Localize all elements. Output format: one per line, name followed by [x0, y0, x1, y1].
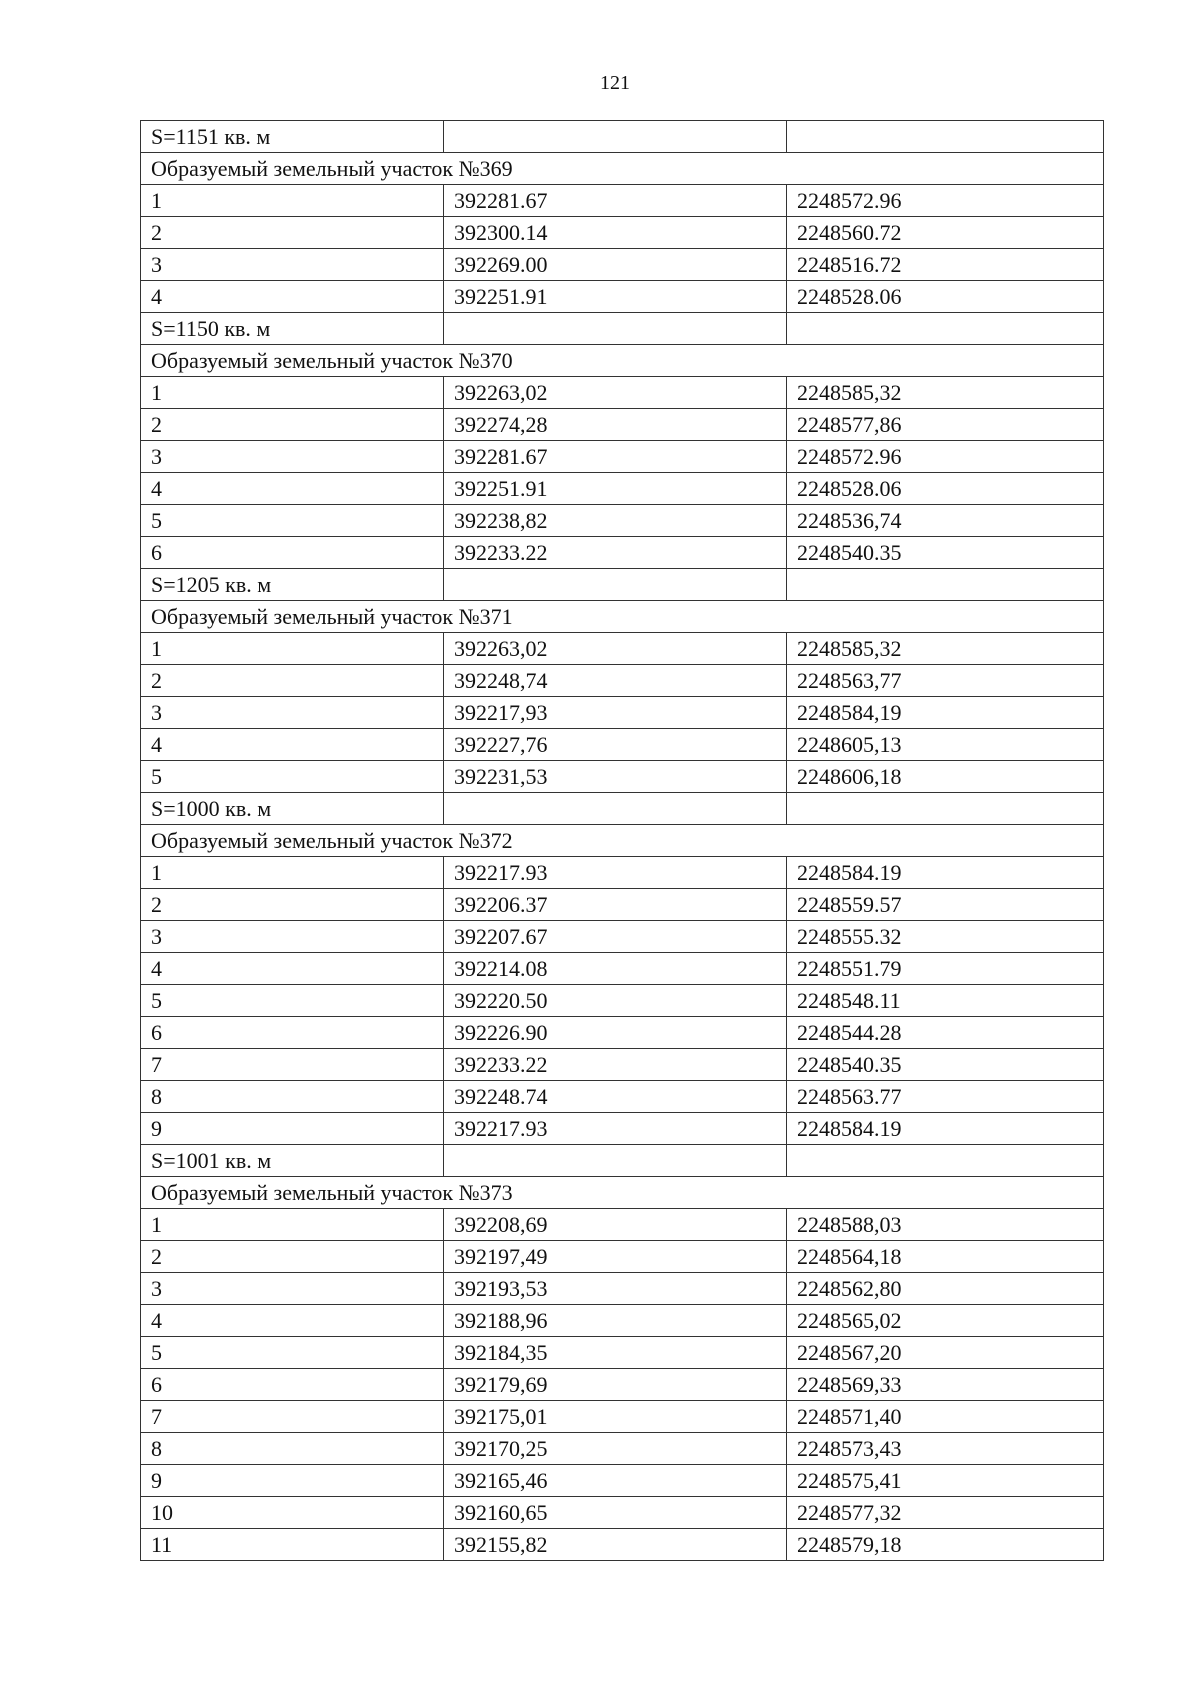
point-number: 1 — [141, 633, 444, 665]
point-row — [141, 921, 1104, 953]
x-coordinate: 392170,25 — [444, 1433, 787, 1465]
point-number: 1 — [141, 377, 444, 409]
point-number: 9 — [141, 1113, 444, 1145]
point-number: 8 — [141, 1433, 444, 1465]
y-coordinate: 2248565,02 — [787, 1305, 1104, 1337]
y-coordinate: 2248572.96 — [787, 185, 1104, 217]
point-row — [141, 953, 1104, 985]
point-number: 6 — [141, 1369, 444, 1401]
x-coordinate: 392208,69 — [444, 1209, 787, 1241]
x-coordinate: 392184,35 — [444, 1337, 787, 1369]
x-coordinate: 392248.74 — [444, 1081, 787, 1113]
point-number: 1 — [141, 185, 444, 217]
point-row — [141, 1433, 1104, 1465]
parcel-title: Образуемый земельный участок №369 — [141, 153, 1104, 185]
x-coordinate: 392207.67 — [444, 921, 787, 953]
x-coordinate: 392231,53 — [444, 761, 787, 793]
point-number: 3 — [141, 441, 444, 473]
point-row — [141, 441, 1104, 473]
point-row — [141, 729, 1104, 761]
y-coordinate: 2248555.32 — [787, 921, 1104, 953]
x-coordinate: 392165,46 — [444, 1465, 787, 1497]
point-number: 1 — [141, 857, 444, 889]
y-coordinate: 2248577,86 — [787, 409, 1104, 441]
point-number: 7 — [141, 1401, 444, 1433]
area-row — [141, 793, 1104, 825]
parcel-header-row — [141, 825, 1104, 857]
x-coordinate: 392248,74 — [444, 665, 787, 697]
x-coordinate: 392217.93 — [444, 857, 787, 889]
point-row — [141, 1241, 1104, 1273]
y-coordinate: 2248567,20 — [787, 1337, 1104, 1369]
point-row — [141, 1465, 1104, 1497]
point-row — [141, 1305, 1104, 1337]
x-coordinate: 392263,02 — [444, 377, 787, 409]
point-row — [141, 537, 1104, 569]
x-coordinate: 392269.00 — [444, 249, 787, 281]
y-coordinate: 2248563,77 — [787, 665, 1104, 697]
area-value: S=1001 кв. м — [141, 1145, 444, 1177]
y-coordinate: 2248573,43 — [787, 1433, 1104, 1465]
x-coordinate: 392179,69 — [444, 1369, 787, 1401]
y-coordinate: 2248584.19 — [787, 857, 1104, 889]
point-number: 6 — [141, 1017, 444, 1049]
parcel-title: Образуемый земельный участок №372 — [141, 825, 1104, 857]
x-coordinate: 392217.93 — [444, 1113, 787, 1145]
y-coordinate: 2248559.57 — [787, 889, 1104, 921]
parcel-header-row — [141, 153, 1104, 185]
x-coordinate: 392238,82 — [444, 505, 787, 537]
x-coordinate: 392281.67 — [444, 441, 787, 473]
y-coordinate: 2248536,74 — [787, 505, 1104, 537]
point-number: 5 — [141, 1337, 444, 1369]
x-coordinate: 392233.22 — [444, 537, 787, 569]
point-number: 3 — [141, 921, 444, 953]
point-row — [141, 217, 1104, 249]
point-row — [141, 1529, 1104, 1561]
point-number: 2 — [141, 409, 444, 441]
point-row — [141, 473, 1104, 505]
area-value: S=1000 кв. м — [141, 793, 444, 825]
x-coordinate: 392251.91 — [444, 473, 787, 505]
point-row — [141, 1113, 1104, 1145]
x-coordinate: 392155,82 — [444, 1529, 787, 1561]
y-coordinate: 2248560.72 — [787, 217, 1104, 249]
x-coordinate: 392227,76 — [444, 729, 787, 761]
point-row — [141, 505, 1104, 537]
empty-cell — [444, 1145, 787, 1177]
y-coordinate: 2248548.11 — [787, 985, 1104, 1017]
area-value: S=1150 кв. м — [141, 313, 444, 345]
point-number: 4 — [141, 953, 444, 985]
point-number: 4 — [141, 473, 444, 505]
x-coordinate: 392263,02 — [444, 633, 787, 665]
parcel-title: Образуемый земельный участок №371 — [141, 601, 1104, 633]
y-coordinate: 2248571,40 — [787, 1401, 1104, 1433]
point-row — [141, 1337, 1104, 1369]
x-coordinate: 392226.90 — [444, 1017, 787, 1049]
y-coordinate: 2248551.79 — [787, 953, 1104, 985]
point-row — [141, 697, 1104, 729]
y-coordinate: 2248585,32 — [787, 377, 1104, 409]
y-coordinate: 2248585,32 — [787, 633, 1104, 665]
point-row — [141, 889, 1104, 921]
point-row — [141, 857, 1104, 889]
y-coordinate: 2248563.77 — [787, 1081, 1104, 1113]
point-row — [141, 409, 1104, 441]
point-row — [141, 281, 1104, 313]
y-coordinate: 2248605,13 — [787, 729, 1104, 761]
point-row — [141, 761, 1104, 793]
y-coordinate: 2248575,41 — [787, 1465, 1104, 1497]
point-number: 4 — [141, 729, 444, 761]
empty-cell — [787, 121, 1104, 153]
y-coordinate: 2248588,03 — [787, 1209, 1104, 1241]
point-number: 2 — [141, 1241, 444, 1273]
x-coordinate: 392160,65 — [444, 1497, 787, 1529]
page-number: 121 — [600, 72, 630, 94]
point-number: 8 — [141, 1081, 444, 1113]
x-coordinate: 392220.50 — [444, 985, 787, 1017]
point-row — [141, 1209, 1104, 1241]
x-coordinate: 392274,28 — [444, 409, 787, 441]
point-number: 2 — [141, 889, 444, 921]
point-row — [141, 377, 1104, 409]
y-coordinate: 2248528.06 — [787, 281, 1104, 313]
point-number: 6 — [141, 537, 444, 569]
point-number: 5 — [141, 985, 444, 1017]
coordinates-table — [140, 120, 1104, 1561]
y-coordinate: 2248516.72 — [787, 249, 1104, 281]
point-number: 3 — [141, 697, 444, 729]
point-row — [141, 1049, 1104, 1081]
point-row — [141, 1273, 1104, 1305]
area-value: S=1151 кв. м — [141, 121, 444, 153]
point-row — [141, 1369, 1104, 1401]
y-coordinate: 2248540.35 — [787, 537, 1104, 569]
point-number: 7 — [141, 1049, 444, 1081]
point-number: 5 — [141, 761, 444, 793]
y-coordinate: 2248562,80 — [787, 1273, 1104, 1305]
point-number: 1 — [141, 1209, 444, 1241]
y-coordinate: 2248584.19 — [787, 1113, 1104, 1145]
point-number: 3 — [141, 249, 444, 281]
x-coordinate: 392214.08 — [444, 953, 787, 985]
y-coordinate: 2248540.35 — [787, 1049, 1104, 1081]
area-row — [141, 1145, 1104, 1177]
empty-cell — [444, 793, 787, 825]
area-row — [141, 121, 1104, 153]
empty-cell — [444, 121, 787, 153]
point-row — [141, 633, 1104, 665]
x-coordinate: 392281.67 — [444, 185, 787, 217]
empty-cell — [787, 793, 1104, 825]
empty-cell — [787, 1145, 1104, 1177]
x-coordinate: 392197,49 — [444, 1241, 787, 1273]
point-number: 10 — [141, 1497, 444, 1529]
x-coordinate: 392217,93 — [444, 697, 787, 729]
point-number: 2 — [141, 665, 444, 697]
point-row — [141, 249, 1104, 281]
y-coordinate: 2248606,18 — [787, 761, 1104, 793]
y-coordinate: 2248579,18 — [787, 1529, 1104, 1561]
parcel-title: Образуемый земельный участок №373 — [141, 1177, 1104, 1209]
point-number: 9 — [141, 1465, 444, 1497]
point-number: 3 — [141, 1273, 444, 1305]
point-number: 4 — [141, 1305, 444, 1337]
coordinates-table-body — [141, 121, 1104, 1561]
point-row — [141, 1017, 1104, 1049]
point-number: 11 — [141, 1529, 444, 1561]
empty-cell — [787, 569, 1104, 601]
empty-cell — [444, 569, 787, 601]
area-row — [141, 569, 1104, 601]
point-row — [141, 1497, 1104, 1529]
area-value: S=1205 кв. м — [141, 569, 444, 601]
x-coordinate: 392300.14 — [444, 217, 787, 249]
empty-cell — [444, 313, 787, 345]
y-coordinate: 2248584,19 — [787, 697, 1104, 729]
y-coordinate: 2248564,18 — [787, 1241, 1104, 1273]
point-row — [141, 665, 1104, 697]
x-coordinate: 392251.91 — [444, 281, 787, 313]
x-coordinate: 392175,01 — [444, 1401, 787, 1433]
x-coordinate: 392206.37 — [444, 889, 787, 921]
y-coordinate: 2248577,32 — [787, 1497, 1104, 1529]
point-number: 5 — [141, 505, 444, 537]
point-row — [141, 1081, 1104, 1113]
x-coordinate: 392188,96 — [444, 1305, 787, 1337]
y-coordinate: 2248572.96 — [787, 441, 1104, 473]
x-coordinate: 392193,53 — [444, 1273, 787, 1305]
y-coordinate: 2248528.06 — [787, 473, 1104, 505]
y-coordinate: 2248569,33 — [787, 1369, 1104, 1401]
point-row — [141, 1401, 1104, 1433]
y-coordinate: 2248544.28 — [787, 1017, 1104, 1049]
area-row — [141, 313, 1104, 345]
empty-cell — [787, 313, 1104, 345]
point-row — [141, 985, 1104, 1017]
parcel-header-row — [141, 1177, 1104, 1209]
parcel-header-row — [141, 601, 1104, 633]
point-number: 4 — [141, 281, 444, 313]
x-coordinate: 392233.22 — [444, 1049, 787, 1081]
point-number: 2 — [141, 217, 444, 249]
parcel-header-row — [141, 345, 1104, 377]
point-row — [141, 185, 1104, 217]
parcel-title: Образуемый земельный участок №370 — [141, 345, 1104, 377]
